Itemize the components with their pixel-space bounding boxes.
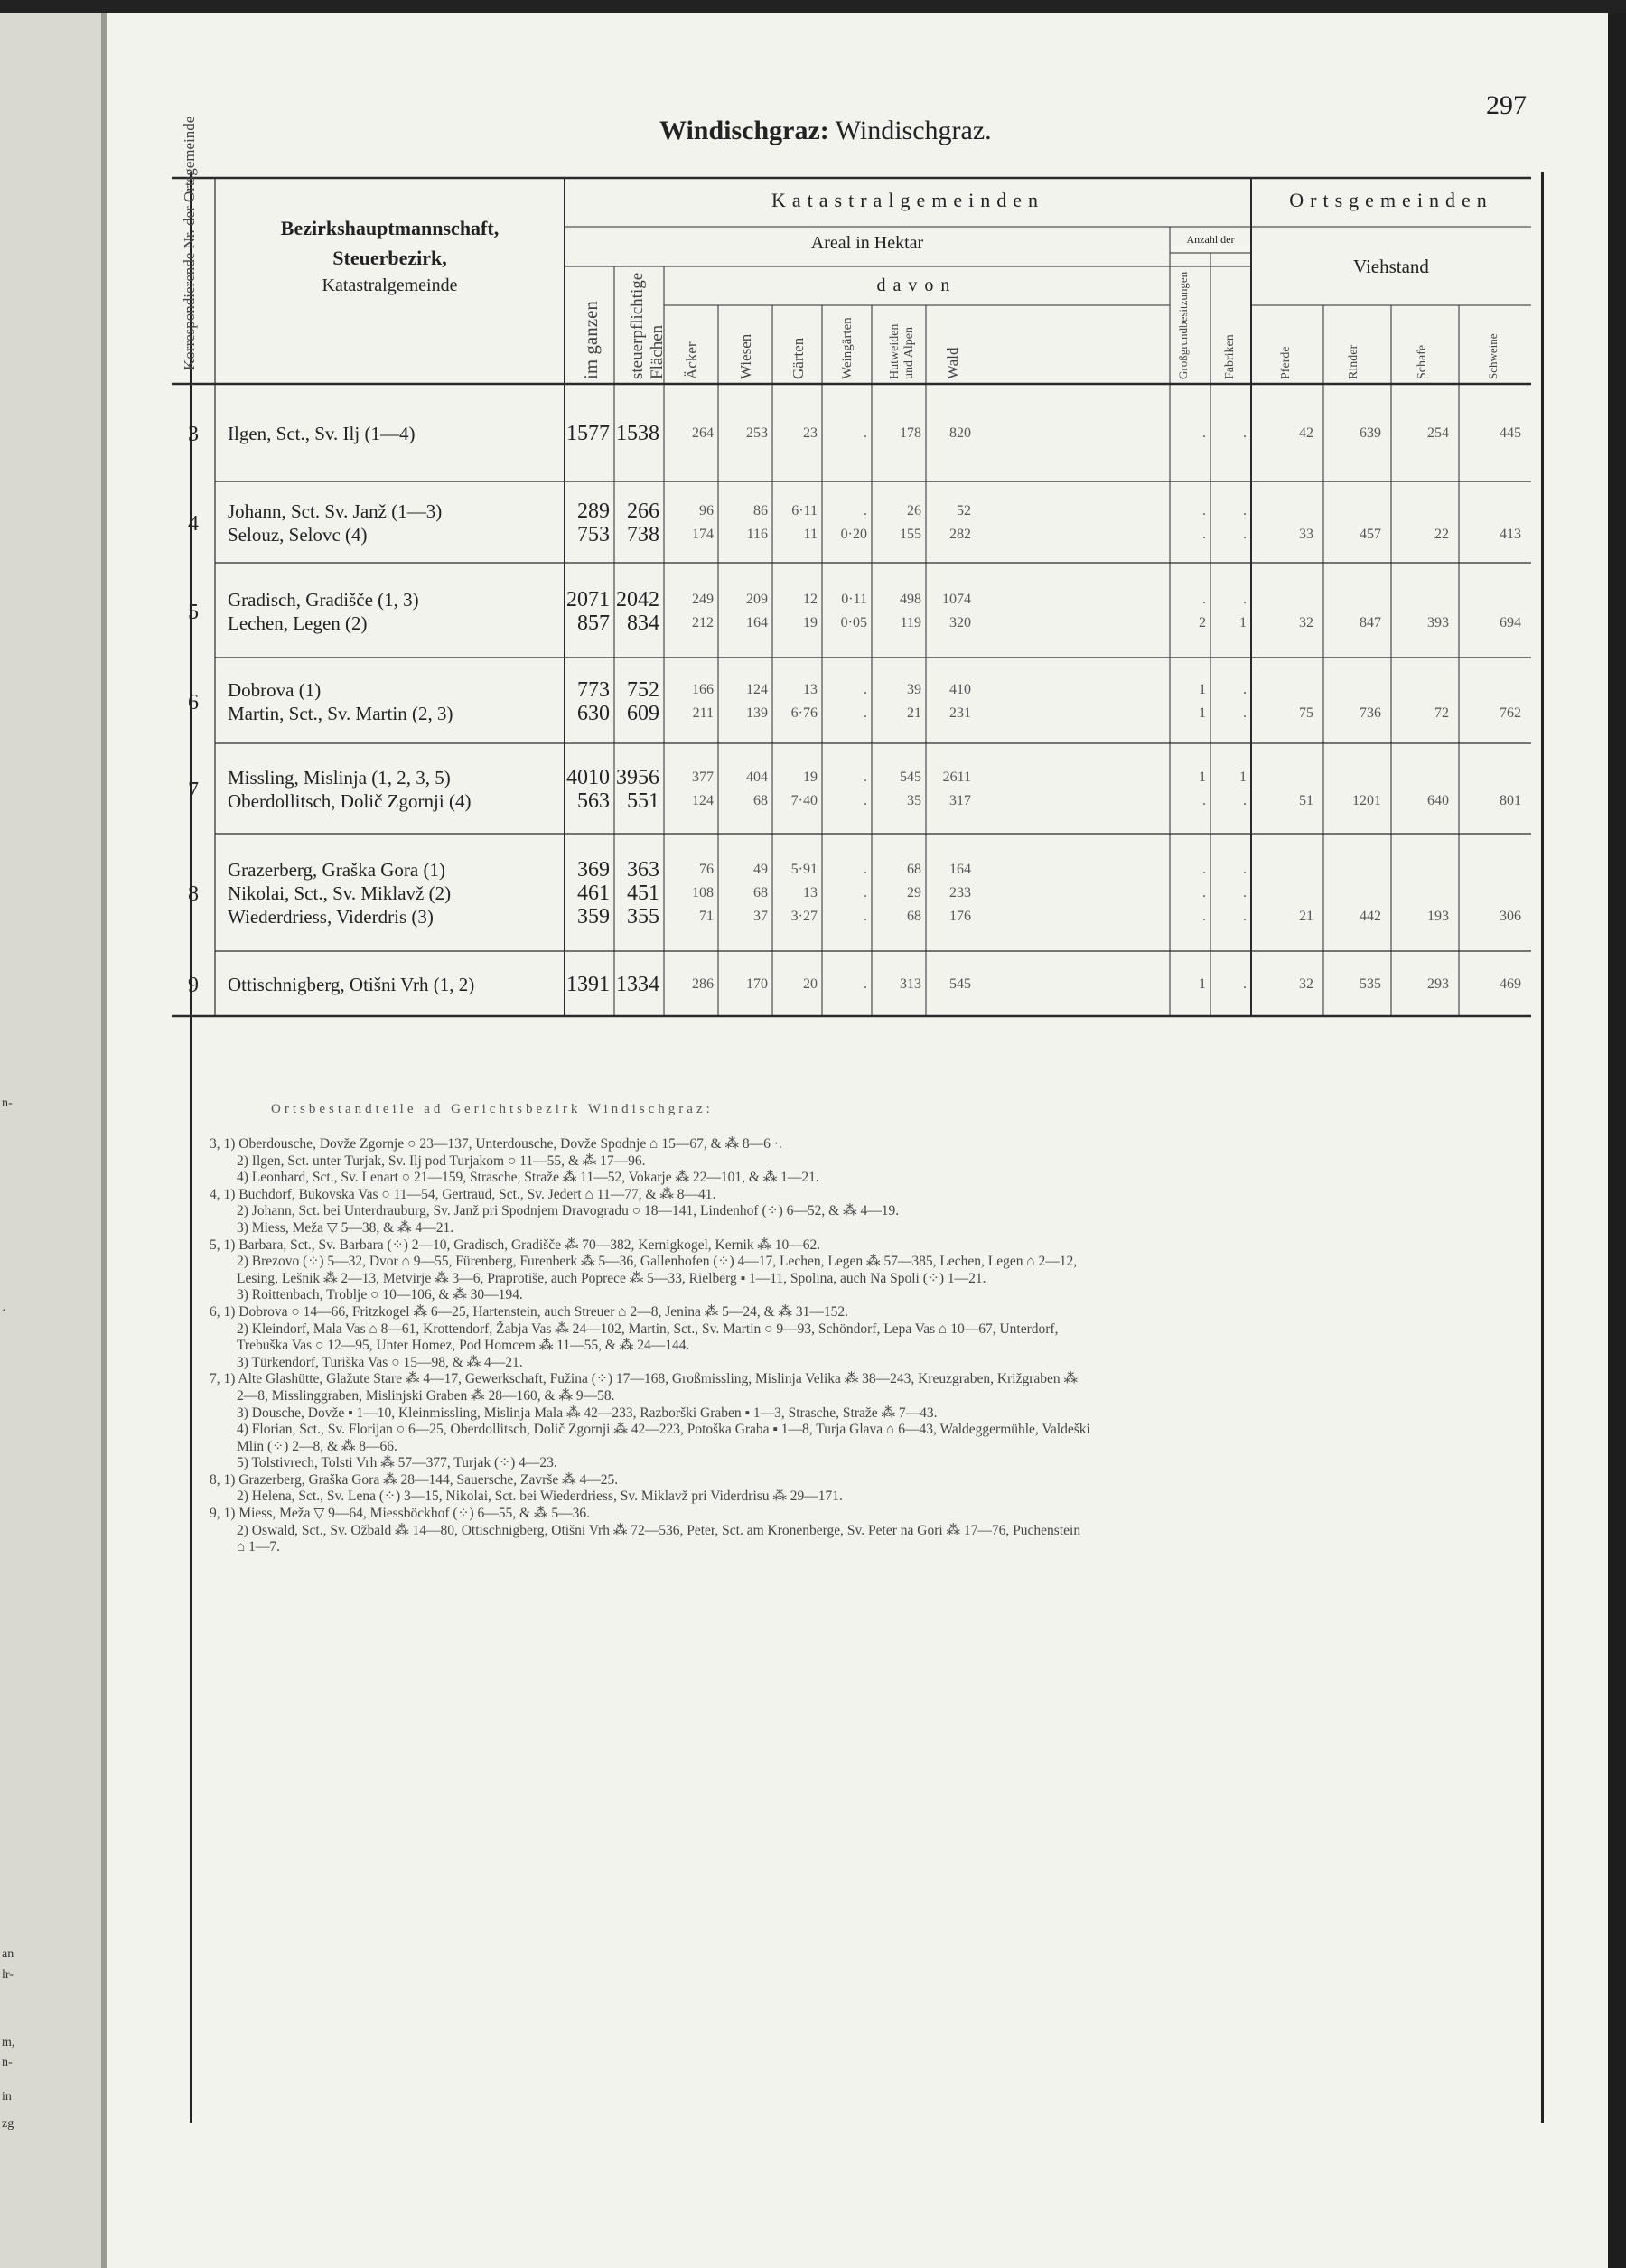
- cell-wein: .: [864, 909, 867, 924]
- col-schweine-header: Schweine: [1486, 333, 1500, 379]
- cell-wiesen: 68: [753, 793, 768, 808]
- footnote-line: 3) Türkendorf, Turiška Vas ○ 15—98, & ⁂ 4—21.: [237, 1354, 523, 1370]
- cell-rinder: 457: [1360, 527, 1381, 542]
- katastral-name: Selouz, Selovc (4): [228, 524, 368, 546]
- cell-total: 1391: [566, 973, 610, 996]
- cell-wein: 0·11: [841, 591, 867, 607]
- footnote-line: 6, 1) Dobrova ○ 14—66, Fritzkogel ⁂ 6—25, Hartenstein, auch Streuer ⌂ 2—8, Jenina ⁂ 5—24, & ⁂ 31—152.: [210, 1303, 849, 1320]
- cell-wald: 320: [949, 614, 971, 630]
- cell-hut: 35: [907, 793, 921, 808]
- cell-wiesen: 139: [746, 705, 768, 721]
- cell-fabr: .: [1243, 862, 1247, 877]
- cell-wein: 0·05: [840, 614, 867, 630]
- cell-wald: 282: [949, 527, 971, 542]
- cell-total: 773: [577, 677, 610, 702]
- cell-wiesen: 404: [746, 770, 768, 785]
- cell-fabr: .: [1243, 793, 1247, 808]
- cell-gross: .: [1202, 503, 1206, 518]
- left-fragment: n-: [2, 2056, 13, 2069]
- cell-wiesen: 164: [746, 614, 768, 630]
- page-number: 297: [1486, 90, 1527, 120]
- footnote-line: 4) Leonhard, Sct., Sv. Lenart ○ 21—159, Strasche, Straže ⁂ 11—52, Vokarje ⁂ 22—101, & ⁂ 1—21.: [237, 1170, 819, 1186]
- footnote-line: 4, 1) Buchdorf, Bukovska Vas ○ 11—54, Gertraud, Sct., Sv. Jedert ⌂ 11—77, & ⁂ 8—41.: [210, 1186, 716, 1202]
- footnote-line: 3) Roittenbach, Troblje ○ 10—106, & ⁂ 30—194.: [237, 1287, 523, 1303]
- katastral-name: Nikolai, Sct., Sv. Miklavž (2): [228, 882, 452, 904]
- col-header-nr: Korrespondierende Nr. der Ortsgemeinde: [181, 116, 198, 370]
- cell-gross: .: [1202, 909, 1206, 924]
- cell-schafe: 22: [1434, 527, 1449, 542]
- cell-wald: 820: [949, 425, 971, 441]
- cell-wald: 176: [949, 909, 971, 924]
- cell-steuer: 551: [627, 789, 659, 813]
- cell-total: 563: [577, 789, 610, 813]
- cell-steuer: 3956: [616, 766, 659, 789]
- cell-gaerten: 11: [803, 527, 818, 542]
- cell-hut: 26: [907, 503, 921, 518]
- cell-gaerten: 6·76: [790, 705, 818, 721]
- footnote-line: 9, 1) Miess, Meža ▽ 9—64, Miessböckhof (⁘) 6—55, & ⁂ 5—36.: [210, 1506, 590, 1522]
- cell-wiesen: 86: [753, 503, 768, 518]
- cell-wiesen: 37: [753, 909, 768, 924]
- footnote-line: Lesing, Lešnik ⁂ 2—13, Metvirje ⁂ 3—6, Praprotiše, auch Poprece ⁂ 5—33, Rielberg ▪ 1—11, Spolina, auch Na Spoli (⁘) 1—21.: [237, 1270, 986, 1286]
- cell-wald: 317: [949, 793, 971, 808]
- cell-wald: 2611: [942, 770, 971, 785]
- cell-gaerten: 13: [803, 681, 818, 697]
- cell-fabr: 1: [1239, 770, 1247, 785]
- cell-total: 369: [577, 858, 610, 882]
- cell-wiesen: 116: [746, 527, 768, 542]
- footnote-line: 8, 1) Grazerberg, Graška Gora ⁂ 28—144, Sauersche, Završe ⁂ 4—25.: [210, 1471, 619, 1488]
- cell-hut: 39: [907, 681, 921, 697]
- footnote-line: 5) Tolstivrech, Tolsti Vrh ⁂ 57—377, Turjak (⁘) 4—23.: [237, 1455, 557, 1471]
- col-aecker-header: Äcker: [683, 341, 700, 379]
- cell-total: 4010: [566, 766, 610, 789]
- cell-gaerten: 6·11: [791, 503, 818, 518]
- cell-pferde: 33: [1299, 527, 1313, 542]
- footnotes: [210, 1136, 1528, 1556]
- cell-total: 630: [577, 701, 610, 725]
- cell-total: 461: [577, 882, 610, 905]
- col-rinder-header: Rinder: [1347, 344, 1360, 379]
- cell-aecker: 166: [692, 681, 714, 697]
- footnote-line: 2) Helena, Sct., Sv. Lena (⁘) 3—15, Nikolai, Sct. bei Wiederdriess, Sv. Miklavž pri Viderdrisu ⁂ 29—171.: [237, 1489, 843, 1505]
- cell-wein: .: [864, 681, 867, 697]
- cell-schafe: 193: [1427, 909, 1449, 924]
- group-davon: davon: [876, 275, 958, 295]
- col-gaerten-header: Gärten: [790, 337, 807, 379]
- katastral-name: Missling, Mislinja (1, 2, 3, 5): [228, 767, 451, 789]
- col-wiesen-header: Wiesen: [737, 333, 754, 379]
- cell-wein: .: [864, 793, 867, 808]
- cell-wein: .: [864, 770, 867, 785]
- row-number: 4: [188, 512, 199, 536]
- cell-steuer: 1538: [616, 422, 659, 445]
- katastral-name: Dobrova (1): [228, 678, 322, 701]
- row-number: 5: [188, 600, 199, 624]
- cell-pferde: 42: [1299, 425, 1313, 441]
- cell-wiesen: 253: [746, 425, 768, 441]
- cell-gaerten: 19: [803, 770, 818, 785]
- cell-wein: .: [864, 976, 867, 992]
- cell-schafe: 393: [1427, 614, 1449, 630]
- cell-wald: 410: [949, 681, 971, 697]
- left-fragment: n-: [2, 1097, 13, 1110]
- cell-gross: 1: [1199, 976, 1206, 992]
- left-fragment: m,: [2, 2036, 15, 2049]
- col-header-main-2: Steuerbezirk,: [332, 247, 447, 269]
- cell-pferde: 21: [1299, 909, 1313, 924]
- col-steuer-header: steuerpflichtige Flächen: [628, 272, 667, 379]
- footnote-line: Mlin (⁘) 2—8, & ⁂ 8—66.: [237, 1438, 397, 1454]
- left-page-fragment: [0, 13, 107, 2268]
- cell-wiesen: 124: [746, 681, 768, 697]
- footnote-line: 2) Ilgen, Sct. unter Turjak, Sv. Ilj pod Turjakom ○ 11—55, & ⁂ 17—96.: [237, 1153, 646, 1169]
- cell-wein: .: [864, 503, 867, 518]
- cell-rinder: 847: [1360, 614, 1381, 630]
- cell-hut: 29: [907, 885, 921, 901]
- cell-steuer: 834: [627, 611, 659, 635]
- katastral-name: Oberdollitsch, Dolič Zgornji (4): [228, 790, 472, 812]
- col-wald-header: Wald: [944, 347, 961, 379]
- cell-gaerten: 19: [803, 614, 818, 630]
- group-katastral: Katastralgemeinden: [771, 189, 1044, 211]
- cell-gaerten: 23: [803, 425, 818, 441]
- cell-wein: .: [864, 862, 867, 877]
- katastral-name: Wiederdriess, Viderdris (3): [228, 906, 434, 928]
- cell-steuer: 355: [627, 905, 659, 929]
- cell-aecker: 264: [692, 425, 714, 441]
- cell-hut: 155: [900, 527, 921, 542]
- left-fragment: in: [2, 2090, 12, 2104]
- footnote-line: 3) Dousche, Dovže ▪ 1—10, Kleinmissling, Mislinja Mala ⁂ 42—233, Razborški Graben ▪ 1—3, Strasche, Straže ⁂ 7—43.: [237, 1405, 938, 1421]
- cell-wein: .: [864, 425, 867, 441]
- katastral-name: Johann, Sct. Sv. Janž (1—3): [228, 500, 443, 522]
- cell-schafe: 293: [1427, 976, 1449, 992]
- cell-aecker: 211: [692, 705, 714, 721]
- cell-gross: .: [1202, 862, 1206, 877]
- scan-right-edge: [1608, 13, 1626, 2268]
- katastral-name: Gradisch, Gradišče (1, 3): [228, 588, 419, 611]
- footnote-line: 7, 1) Alte Glashütte, Glažute Stare ⁂ 4—17, Gewerkschaft, Fužina (⁘) 17—168, Großmissling, Mislinja Velika ⁂ 38—243, Kreuzgraben, Križgraben ⁂: [210, 1371, 1079, 1387]
- cell-wald: 1074: [942, 591, 971, 607]
- header-title-bold: Windischgraz:: [659, 116, 829, 145]
- cell-gaerten: 13: [803, 885, 818, 901]
- scan-top-edge: [0, 0, 1626, 13]
- cell-gaerten: 7·40: [790, 793, 818, 808]
- cell-gross: .: [1202, 527, 1206, 542]
- col-pferde-header: Pferde: [1279, 346, 1293, 379]
- col-header-main-1: Bezirkshauptmannschaft,: [280, 217, 500, 239]
- katastral-name: Grazerberg, Graška Gora (1): [228, 859, 445, 881]
- col-hut-header: Hutweiden und Alpen: [888, 323, 916, 379]
- cell-rinder: 639: [1360, 425, 1381, 441]
- cell-schweine: 413: [1500, 527, 1521, 542]
- footnote-line: 2) Oswald, Sct., Sv. Ožbald ⁂ 14—80, Ottischnigberg, Otišni Vrh ⁂ 72—536, Peter, Sct. am Kronenberge, Sv. Peter na Gori ⁂ 17—76, Puchenstein: [237, 1522, 1081, 1538]
- group-orts: Ortsgemeinden: [1289, 189, 1493, 211]
- cell-aecker: 76: [699, 862, 714, 877]
- cell-gross: 1: [1199, 705, 1206, 721]
- row-number: 8: [188, 882, 199, 906]
- cell-steuer: 266: [627, 499, 659, 523]
- cell-fabr: .: [1243, 705, 1247, 721]
- cell-gaerten: 20: [803, 976, 818, 992]
- cell-aecker: 286: [692, 976, 714, 992]
- col-fabr-header: Fabriken: [1223, 334, 1237, 379]
- cell-aecker: 249: [692, 591, 714, 607]
- cell-schafe: 640: [1427, 793, 1449, 808]
- cell-aecker: 108: [692, 885, 714, 901]
- col-total-header: im ganzen: [580, 301, 602, 379]
- cell-hut: 68: [907, 862, 921, 877]
- left-fragment: lr-: [2, 1968, 14, 1982]
- footnote-line: 2) Kleindorf, Mala Vas ⌂ 8—61, Krottendorf, Žabja Vas ⁂ 24—102, Martin, Sct., Sv. Martin ○ 9—93, Schöndorf, Lepa Vas ⌂ 10—67, Unterdorf,: [237, 1321, 1059, 1337]
- footnote-line: 5, 1) Barbara, Sct., Sv. Barbara (⁘) 2—10, Gradisch, Gradišče ⁂ 70—382, Kernigkogel, Kernik ⁂ 10—62.: [210, 1237, 821, 1253]
- cell-gross: .: [1202, 591, 1206, 607]
- page-header: [659, 116, 992, 146]
- footnote-line: 3) Miess, Meža ▽ 5—38, & ⁂ 4—21.: [237, 1219, 454, 1236]
- cell-wald: 233: [949, 885, 971, 901]
- cell-pferde: 32: [1299, 976, 1313, 992]
- left-fragment: an: [2, 1947, 14, 1961]
- cell-fabr: .: [1243, 591, 1247, 607]
- row-number: 9: [188, 974, 199, 997]
- cell-total: 289: [577, 499, 610, 523]
- cell-pferde: 32: [1299, 614, 1313, 630]
- col-wein-header: Weingärten: [840, 317, 855, 379]
- cell-schweine: 801: [1500, 793, 1521, 808]
- cell-wiesen: 68: [753, 885, 768, 901]
- left-fragment: ·: [2, 1304, 6, 1318]
- cell-schafe: 72: [1434, 705, 1449, 721]
- cell-hut: 68: [907, 909, 921, 924]
- footnotes-title: Ortsbestandteile ad Gerichtsbezirk Windischgraz:: [271, 1102, 714, 1116]
- cell-hut: 178: [900, 425, 921, 441]
- cell-hut: 119: [900, 614, 921, 630]
- katastral-name: Martin, Sct., Sv. Martin (2, 3): [228, 702, 453, 724]
- cell-fabr: .: [1243, 976, 1247, 992]
- header-title-rest: Windischgraz.: [828, 116, 992, 145]
- cell-fabr: .: [1243, 503, 1247, 518]
- cell-rinder: 535: [1360, 976, 1381, 992]
- cell-total: 359: [577, 905, 610, 929]
- group-vieh: Viehstand: [1353, 256, 1429, 277]
- cell-total: 753: [577, 523, 610, 546]
- cell-wiesen: 170: [746, 976, 768, 992]
- cell-fabr: .: [1243, 425, 1247, 441]
- cell-schafe: 254: [1427, 425, 1449, 441]
- footnote-line: 2) Johann, Sct. bei Unterdrauburg, Sv. Janž pri Spodnjem Dravogradu ○ 18—141, Lindenhof (⁘) 6—52, & ⁂ 4—19.: [237, 1203, 900, 1219]
- cell-aecker: 174: [692, 527, 714, 542]
- cell-wald: 52: [957, 503, 971, 518]
- cell-schweine: 306: [1500, 909, 1521, 924]
- footnote-line: 3, 1) Oberdousche, Dovže Zgornje ○ 23—137, Unterdousche, Dovže Spodnje ⌂ 15—67, & ⁂ 8—6 ·.: [210, 1136, 782, 1152]
- row-number: 3: [188, 423, 199, 446]
- cell-aecker: 124: [692, 793, 714, 808]
- cell-gaerten: 3·27: [790, 909, 818, 924]
- cell-schweine: 469: [1500, 976, 1521, 992]
- cell-schweine: 694: [1500, 614, 1521, 630]
- footnote-line: 2—8, Misslinggraben, Mislinjski Graben ⁂ 28—160, & ⁂ 9—58.: [237, 1387, 615, 1404]
- cell-hut: 498: [900, 591, 921, 607]
- cell-pferde: 75: [1299, 705, 1313, 721]
- cell-steuer: 451: [627, 882, 659, 905]
- cell-pferde: 51: [1299, 793, 1313, 808]
- cell-fabr: .: [1243, 885, 1247, 901]
- footnote-line: 2) Brezovo (⁘) 5—32, Dvor ⌂ 9—55, Fürenberg, Furenberk ⁂ 5—36, Gallenhofen (⁘) 4—17, Lechen, Legen ⁂ 57—385, Lechen, Legen ⌂ 2—12,: [237, 1254, 1078, 1270]
- cell-steuer: 738: [627, 523, 659, 546]
- cell-hut: 313: [900, 976, 921, 992]
- cell-schweine: 762: [1500, 705, 1521, 721]
- cell-wein: 0·20: [840, 527, 867, 542]
- cell-wald: 545: [949, 976, 971, 992]
- cell-rinder: 1201: [1352, 793, 1381, 808]
- cell-gross: .: [1202, 885, 1206, 901]
- cell-wald: 231: [949, 705, 971, 721]
- row-number: 7: [188, 779, 199, 802]
- cell-total: 2071: [566, 587, 610, 611]
- footnote-line: ⌂ 1—7.: [237, 1539, 281, 1555]
- cell-gaerten: 12: [803, 591, 818, 607]
- cell-fabr: .: [1243, 527, 1247, 542]
- cell-wein: .: [864, 705, 867, 721]
- cell-wein: .: [864, 885, 867, 901]
- cell-steuer: 1334: [616, 973, 659, 996]
- cell-total: 1577: [566, 422, 610, 445]
- cell-hut: 21: [907, 705, 921, 721]
- cell-fabr: 1: [1239, 614, 1247, 630]
- cell-steuer: 2042: [616, 587, 659, 611]
- cell-rinder: 442: [1360, 909, 1381, 924]
- cell-wiesen: 209: [746, 591, 768, 607]
- cell-aecker: 71: [699, 909, 714, 924]
- cell-total: 857: [577, 611, 610, 635]
- cell-steuer: 363: [627, 858, 659, 882]
- cell-wiesen: 49: [753, 862, 768, 877]
- col-schafe-header: Schafe: [1416, 344, 1429, 379]
- col-header-main-3: Katastralgemeinde: [322, 275, 458, 295]
- cell-rinder: 736: [1360, 705, 1381, 721]
- cell-aecker: 377: [692, 770, 714, 785]
- group-areal: Areal in Hektar: [810, 233, 924, 253]
- left-fragment: zg: [2, 2117, 14, 2131]
- cell-aecker: 212: [692, 614, 714, 630]
- footnote-line: Trebuška Vas ○ 12—95, Unter Homez, Pod Homcem ⁂ 11—55, & ⁂ 24—144.: [237, 1338, 690, 1354]
- page-border-right: [1541, 172, 1544, 2123]
- katastral-name: Lechen, Legen (2): [228, 611, 368, 634]
- row-number: 6: [188, 690, 199, 714]
- cell-steuer: 609: [627, 701, 659, 725]
- cell-hut: 545: [900, 770, 921, 785]
- cell-schweine: 445: [1500, 425, 1521, 441]
- cell-aecker: 96: [699, 503, 714, 518]
- cell-gaerten: 5·91: [790, 862, 818, 877]
- cell-wald: 164: [949, 862, 971, 877]
- cell-gross: 2: [1199, 614, 1206, 630]
- katastral-name: Ottischnigberg, Otišni Vrh (1, 2): [228, 974, 475, 995]
- cell-fabr: .: [1243, 909, 1247, 924]
- group-anzahl: Anzahl der: [1186, 233, 1235, 246]
- cell-gross: 1: [1199, 770, 1206, 785]
- footnote-line: 4) Florian, Sct., Sv. Florijan ○ 6—25, Oberdollitsch, Dolič Zgornji ⁂ 42—223, Potoška Graba ▪ 1—8, Turja Glava ⌂ 6—43, Waldeggermühle, Valdeški: [237, 1422, 1090, 1438]
- katastral-name: Ilgen, Sct., Sv. Ilj (1—4): [228, 423, 416, 444]
- cell-gross: 1: [1199, 681, 1206, 697]
- cell-gross: .: [1202, 425, 1206, 441]
- cell-gross: .: [1202, 793, 1206, 808]
- cell-steuer: 752: [627, 677, 659, 702]
- col-gross-header: Großgrundbesitzungen: [1176, 271, 1190, 379]
- cell-fabr: .: [1243, 681, 1247, 697]
